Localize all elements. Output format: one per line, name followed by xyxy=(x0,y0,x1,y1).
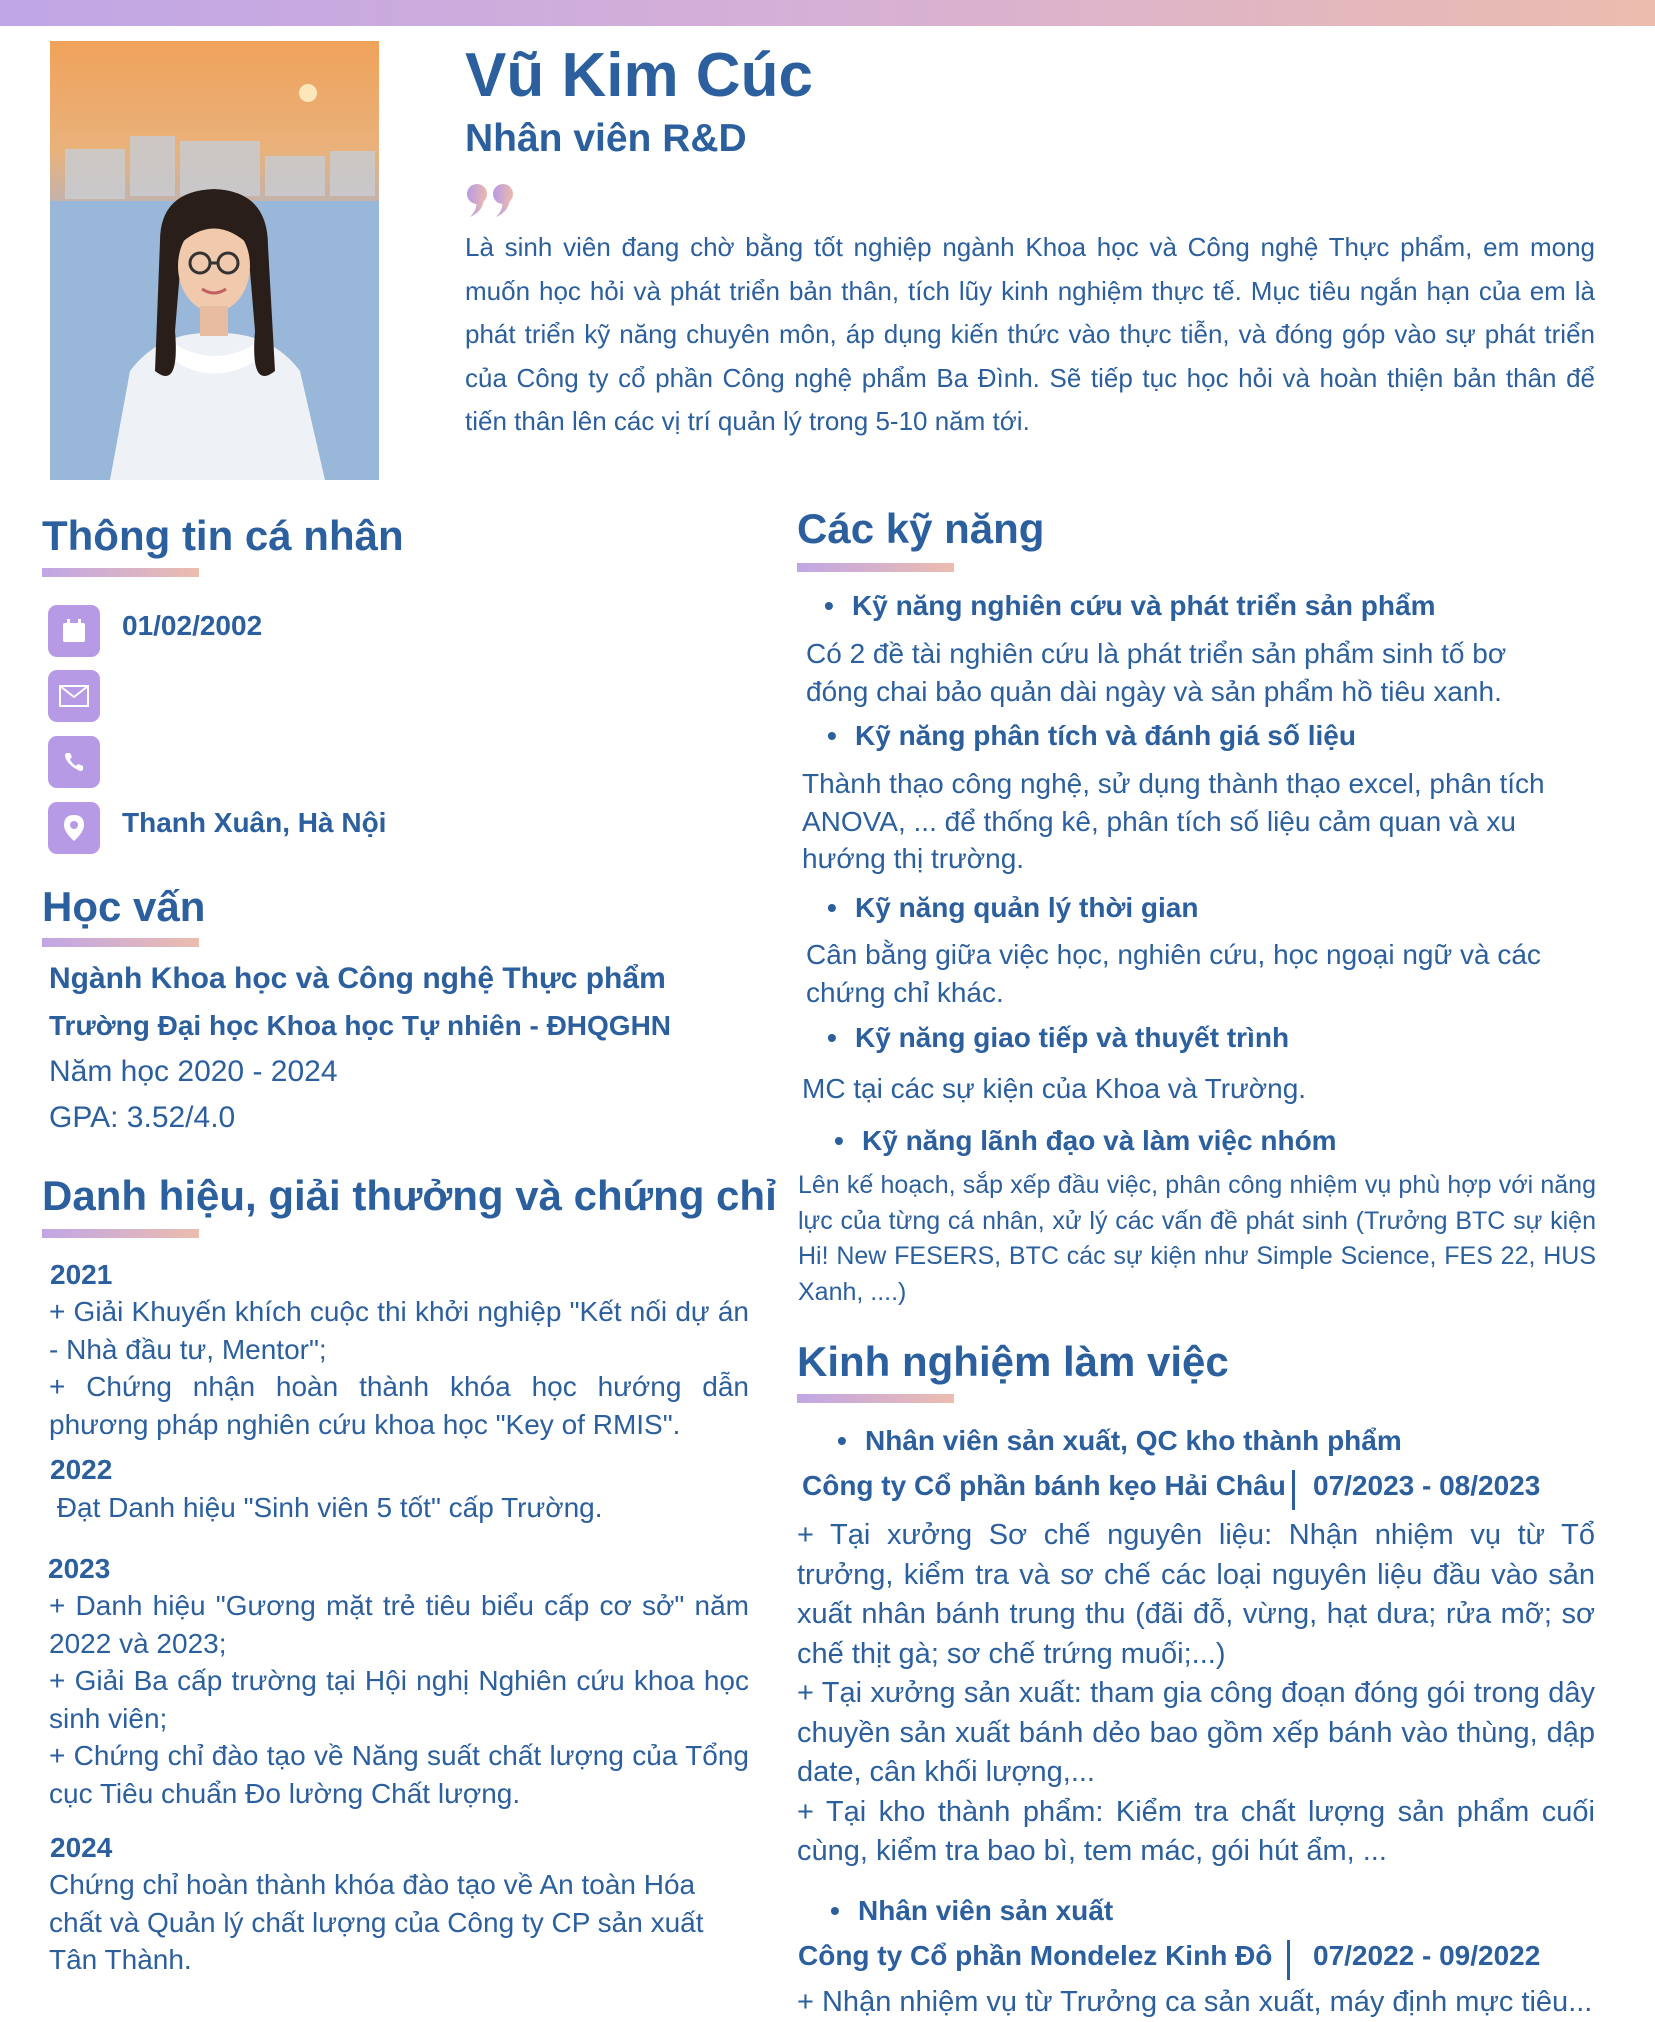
section-title-awards: Danh hiệu, giải thưởng và chứng chỉ xyxy=(42,1172,777,1219)
award-description: Chứng chỉ hoàn thành khóa đào tạo về An toàn Hóa chất và Quản lý chất lượng của Công ty CP sản xuất Tân Thành. xyxy=(49,1869,704,1975)
section-title-education: Học vấn xyxy=(42,883,206,930)
award-description: Đạt Danh hiệu "Sinh viên 5 tốt" cấp Trường. xyxy=(49,1492,603,1523)
divider xyxy=(1287,1940,1290,1980)
section-title-skills: Các kỹ năng xyxy=(797,505,1045,552)
education-school: Trường Đại học Khoa học Tự nhiên - ĐHQGHN xyxy=(49,1010,672,1041)
section-underline xyxy=(42,568,199,577)
award-description: + Giải Khuyến khích cuộc thi khởi nghiệp "Kết nối dự án - Nhà đầu tư, Mentor"; + Chứng nhận hoàn thành khóa học hướng dẫn phương pháp nghiên cứu khoa học "Key of RMIS". xyxy=(49,1296,749,1440)
skill-title: • Kỹ năng phân tích và đánh giá số liệu xyxy=(855,720,1356,752)
quote-icon xyxy=(466,183,516,224)
award-description: + Danh hiệu "Gương mặt trẻ tiêu biểu cấp cơ sở" năm 2022 và 2023; + Giải Ba cấp trường tại Hội nghị Nghiên cứu khoa học sinh viên; + Chứng chỉ đào tạo về Năng suất chất lượng của Tổng cục Tiêu chuẩn Đo lường Chất lượng. xyxy=(49,1590,749,1809)
education-years: Năm học 2020 - 2024 xyxy=(49,1055,338,1088)
job-position: • Nhân viên sản xuất, QC kho thành phẩm xyxy=(865,1425,1402,1457)
education-gpa: GPA: 3.52/4.0 xyxy=(49,1101,236,1134)
job-company: Công ty Cổ phần bánh kẹo Hải Châu xyxy=(802,1470,1286,1501)
job-period: 07/2023 - 08/2023 xyxy=(1313,1470,1541,1501)
calendar-icon xyxy=(48,605,100,657)
skill-description: Thành thạo công nghệ, sử dụng thành thạo excel, phân tích ANOVA, ... để thống kê, phân tích số liệu cảm quan và xu hướng thị trường. xyxy=(802,768,1545,874)
education-major: Ngành Khoa học và Công nghệ Thực phẩm xyxy=(49,962,666,995)
divider xyxy=(1292,1470,1295,1510)
section-title-personal: Thông tin cá nhân xyxy=(42,512,404,559)
skill-title: • Kỹ năng nghiên cứu và phát triển sản phẩm xyxy=(852,590,1435,622)
skill-description: Có 2 đề tài nghiên cứu là phát triển sản phẩm sinh tố bơ đóng chai bảo quản dài ngày và sản phẩm hồ tiêu xanh. xyxy=(806,638,1507,707)
phone-icon xyxy=(48,736,100,788)
address: Thanh Xuân, Hà Nội xyxy=(122,807,387,838)
award-year: 2023 xyxy=(48,1553,111,1584)
section-underline xyxy=(797,1394,954,1403)
section-title-experience: Kinh nghiệm làm việc xyxy=(797,1338,1229,1385)
candidate-name: Vũ Kim Cúc xyxy=(465,41,813,110)
skill-title: • Kỹ năng giao tiếp và thuyết trình xyxy=(855,1022,1289,1054)
section-underline xyxy=(42,938,199,947)
top-accent-bar xyxy=(0,0,1655,26)
profile-photo xyxy=(50,41,379,480)
job-position: • Nhân viên sản xuất xyxy=(858,1895,1113,1927)
award-year: 2024 xyxy=(50,1832,113,1863)
skill-description: Cân bằng giữa việc học, nghiên cứu, học ngoại ngữ và các chứng chỉ khác. xyxy=(806,939,1541,1008)
skill-title: • Kỹ năng quản lý thời gian xyxy=(855,892,1198,924)
job-description: + Tại xưởng Sơ chế nguyên liệu: Nhận nhiệm vụ từ Tổ trưởng, kiểm tra và sơ chế các loại nguyên liệu đầu vào sản xuất nhân bánh trung thu (đãi đỗ, vừng, hạt dưa; rửa mỡ; sơ chế thịt gà; sơ chế trứng muối;...) + Tại xưởng sản xuất: tham gia công đoạn đóng gói trong dây chuyền sản xuất bánh dẻo bao gồm xếp bánh vào thùng, dập date, cân khối lượng,... + Tại kho thành phẩm: Kiểm tra chất lượng sản phẩm cuối cùng, kiểm tra bao bì, tem mác, gói hút ẩm, ... xyxy=(797,1519,1595,1867)
award-year: 2022 xyxy=(50,1454,113,1485)
date-of-birth: 01/02/2002 xyxy=(122,610,263,641)
email-icon xyxy=(48,670,100,722)
section-underline xyxy=(42,1229,199,1238)
job-company: Công ty Cổ phần Mondelez Kinh Đô xyxy=(798,1940,1273,1971)
skill-title: • Kỹ năng lãnh đạo và làm việc nhóm xyxy=(862,1125,1337,1157)
skill-description: Lên kế hoạch, sắp xếp đầu việc, phân công nhiệm vụ phù hợp với năng lực của từng cá nhân, xử lý các vấn đề phát sinh (Trưởng BTC sự kiện Hi! New FESERS, BTC các sự kiện như Simple Science, FES 22, HUS Xanh, ....) xyxy=(798,1171,1596,1306)
career-objective: Là sinh viên đang chờ bằng tốt nghiệp ngành Khoa học và Công nghệ Thực phẩm, em mong muốn học hỏi và phát triển bản thân, tích lũy kinh nghiệm thực tế. Mục tiêu ngắn hạn của em là phát triển kỹ năng chuyên môn, áp dụng kiến thức vào thực tiễn, và đóng góp vào sự phát triển của Công ty cổ phần Công nghệ phẩm Ba Đình. Sẽ tiếp tục học hỏi và hoàn thiện bản thân để tiến thân lên các vị trí quản lý trong 5-10 năm tới. xyxy=(465,232,1595,436)
job-description: + Nhận nhiệm vụ từ Trưởng ca sản xuất, máy định mực tiêu... xyxy=(797,1986,1593,2018)
location-pin-icon xyxy=(48,802,100,854)
section-underline xyxy=(797,563,954,572)
award-year: 2021 xyxy=(50,1259,113,1290)
candidate-role: Nhân viên R&D xyxy=(465,117,747,160)
skill-description: MC tại các sự kiện của Khoa và Trường. xyxy=(802,1073,1307,1104)
job-period: 07/2022 - 09/2022 xyxy=(1313,1940,1541,1971)
